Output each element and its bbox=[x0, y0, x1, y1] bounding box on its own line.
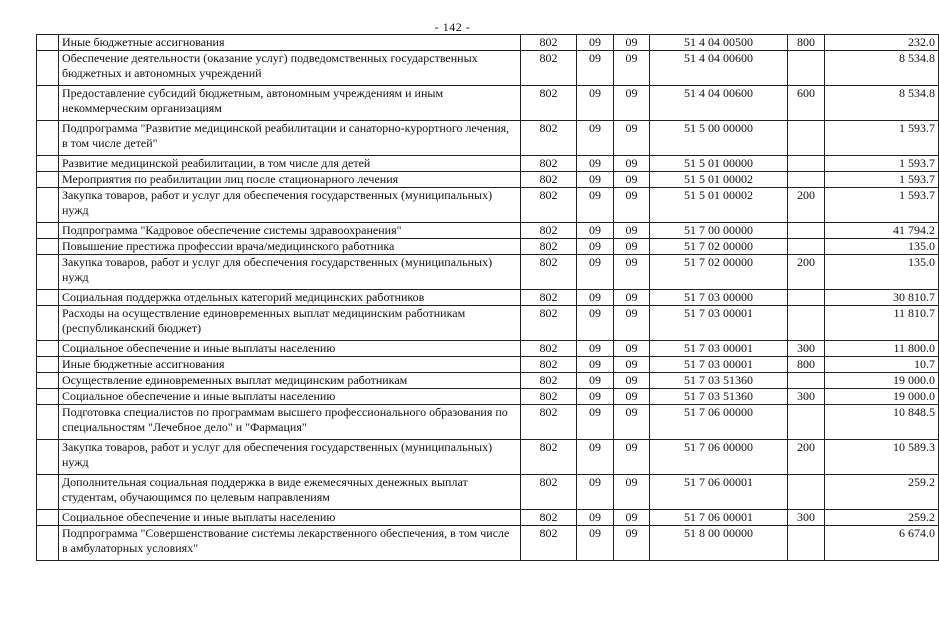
row-target-code: 51 4 04 00600 bbox=[650, 51, 788, 86]
row-target-code: 51 7 00 00000 bbox=[650, 223, 788, 239]
row-ministry-code: 802 bbox=[521, 51, 577, 86]
row-expense-type: 200 bbox=[788, 255, 825, 290]
table-row bbox=[37, 239, 939, 255]
row-subsection-code: 09 bbox=[614, 357, 650, 373]
row-target-code: 51 8 00 00000 bbox=[650, 526, 788, 561]
row-margin-cell bbox=[37, 35, 59, 51]
row-ministry-code: 802 bbox=[521, 156, 577, 172]
row-expense-type: 300 bbox=[788, 510, 825, 526]
table-row bbox=[37, 172, 939, 188]
row-margin-cell bbox=[37, 86, 59, 121]
row-amount: 8 534.8 bbox=[825, 51, 939, 86]
table-row bbox=[37, 255, 939, 290]
row-ministry-code: 802 bbox=[521, 35, 577, 51]
row-section-code: 09 bbox=[577, 341, 614, 357]
row-margin-cell bbox=[37, 188, 59, 223]
row-section-code: 09 bbox=[577, 440, 614, 475]
row-subsection-code: 09 bbox=[614, 440, 650, 475]
row-target-code: 51 5 01 00002 bbox=[650, 172, 788, 188]
row-expense-type bbox=[788, 475, 825, 510]
row-name: Подпрограмма "Развитие медицинской реабилитации и санаторно-курортного лечения, в том числе детей" bbox=[59, 121, 521, 156]
row-section-code: 09 bbox=[577, 255, 614, 290]
row-amount: 1 593.7 bbox=[825, 121, 939, 156]
row-ministry-code: 802 bbox=[521, 357, 577, 373]
row-expense-type bbox=[788, 526, 825, 561]
row-name: Социальное обеспечение и иные выплаты населению bbox=[59, 510, 521, 526]
row-section-code: 09 bbox=[577, 389, 614, 405]
table-row bbox=[37, 223, 939, 239]
row-name: Иные бюджетные ассигнования bbox=[59, 357, 521, 373]
row-subsection-code: 09 bbox=[614, 306, 650, 341]
row-amount: 1 593.7 bbox=[825, 188, 939, 223]
row-target-code: 51 7 06 00001 bbox=[650, 510, 788, 526]
row-name: Мероприятия по реабилитации лиц после стационарного лечения bbox=[59, 172, 521, 188]
row-ministry-code: 802 bbox=[521, 306, 577, 341]
row-ministry-code: 802 bbox=[521, 188, 577, 223]
row-target-code: 51 5 01 00002 bbox=[650, 188, 788, 223]
row-subsection-code: 09 bbox=[614, 526, 650, 561]
row-name: Расходы на осуществление единовременных выплат медицинским работникам (республиканский бюджет) bbox=[59, 306, 521, 341]
row-target-code: 51 7 03 00001 bbox=[650, 357, 788, 373]
row-subsection-code: 09 bbox=[614, 389, 650, 405]
row-expense-type: 800 bbox=[788, 35, 825, 51]
row-expense-type: 600 bbox=[788, 86, 825, 121]
table-row bbox=[37, 121, 939, 156]
row-margin-cell bbox=[37, 357, 59, 373]
row-subsection-code: 09 bbox=[614, 405, 650, 440]
row-margin-cell bbox=[37, 510, 59, 526]
row-name: Повышение престижа профессии врача/медицинского работника bbox=[59, 239, 521, 255]
row-section-code: 09 bbox=[577, 51, 614, 86]
row-amount: 10 589.3 bbox=[825, 440, 939, 475]
row-name: Подпрограмма "Кадровое обеспечение системы здравоохранения" bbox=[59, 223, 521, 239]
row-ministry-code: 802 bbox=[521, 389, 577, 405]
row-subsection-code: 09 bbox=[614, 510, 650, 526]
table-row bbox=[37, 357, 939, 373]
row-margin-cell bbox=[37, 223, 59, 239]
row-section-code: 09 bbox=[577, 223, 614, 239]
row-ministry-code: 802 bbox=[521, 121, 577, 156]
row-name: Закупка товаров, работ и услуг для обеспечения государственных (муниципальных) нужд bbox=[59, 255, 521, 290]
table-row bbox=[37, 188, 939, 223]
row-name: Предоставление субсидий бюджетным, автономным учреждениям и иным некоммерческим организациям bbox=[59, 86, 521, 121]
row-ministry-code: 802 bbox=[521, 255, 577, 290]
row-subsection-code: 09 bbox=[614, 35, 650, 51]
row-target-code: 51 4 04 00600 bbox=[650, 86, 788, 121]
row-section-code: 09 bbox=[577, 86, 614, 121]
row-amount: 10 848.5 bbox=[825, 405, 939, 440]
row-amount: 10.7 bbox=[825, 357, 939, 373]
row-margin-cell bbox=[37, 255, 59, 290]
row-amount: 19 000.0 bbox=[825, 389, 939, 405]
row-expense-type: 800 bbox=[788, 357, 825, 373]
row-section-code: 09 bbox=[577, 156, 614, 172]
table-row bbox=[37, 35, 939, 51]
row-target-code: 51 7 03 00000 bbox=[650, 290, 788, 306]
row-name: Закупка товаров, работ и услуг для обеспечения государственных (муниципальных) нужд bbox=[59, 188, 521, 223]
row-ministry-code: 802 bbox=[521, 510, 577, 526]
row-section-code: 09 bbox=[577, 510, 614, 526]
row-amount: 6 674.0 bbox=[825, 526, 939, 561]
row-expense-type: 300 bbox=[788, 341, 825, 357]
row-expense-type: 200 bbox=[788, 188, 825, 223]
row-subsection-code: 09 bbox=[614, 86, 650, 121]
row-subsection-code: 09 bbox=[614, 156, 650, 172]
table-row bbox=[37, 510, 939, 526]
row-margin-cell bbox=[37, 475, 59, 510]
row-target-code: 51 7 03 51360 bbox=[650, 373, 788, 389]
row-margin-cell bbox=[37, 440, 59, 475]
row-target-code: 51 4 04 00500 bbox=[650, 35, 788, 51]
row-margin-cell bbox=[37, 290, 59, 306]
row-section-code: 09 bbox=[577, 239, 614, 255]
row-target-code: 51 7 02 00000 bbox=[650, 255, 788, 290]
row-subsection-code: 09 bbox=[614, 223, 650, 239]
row-name: Подпрограмма "Совершенствование системы лекарственного обеспечения, в том числе в амбулаторных условиях" bbox=[59, 526, 521, 561]
row-name: Социальная поддержка отдельных категорий медицинских работников bbox=[59, 290, 521, 306]
row-ministry-code: 802 bbox=[521, 440, 577, 475]
row-amount: 41 794.2 bbox=[825, 223, 939, 239]
row-name: Обеспечение деятельности (оказание услуг) подведомственных государственных бюджетных и автономных учреждений bbox=[59, 51, 521, 86]
row-expense-type bbox=[788, 290, 825, 306]
row-margin-cell bbox=[37, 389, 59, 405]
row-amount: 8 534.8 bbox=[825, 86, 939, 121]
table-row bbox=[37, 290, 939, 306]
row-section-code: 09 bbox=[577, 475, 614, 510]
row-margin-cell bbox=[37, 51, 59, 86]
row-margin-cell bbox=[37, 172, 59, 188]
row-expense-type: 200 bbox=[788, 440, 825, 475]
row-expense-type bbox=[788, 51, 825, 86]
row-section-code: 09 bbox=[577, 172, 614, 188]
row-section-code: 09 bbox=[577, 526, 614, 561]
table-row bbox=[37, 306, 939, 341]
page-number: - 142 - bbox=[434, 20, 471, 34]
row-subsection-code: 09 bbox=[614, 341, 650, 357]
row-subsection-code: 09 bbox=[614, 373, 650, 389]
row-amount: 135.0 bbox=[825, 255, 939, 290]
row-ministry-code: 802 bbox=[521, 86, 577, 121]
row-ministry-code: 802 bbox=[521, 290, 577, 306]
row-name: Подготовка специалистов по программам высшего профессионального образования по специальностям "Лечебное дело" и "Фармация" bbox=[59, 405, 521, 440]
row-margin-cell bbox=[37, 373, 59, 389]
row-ministry-code: 802 bbox=[521, 373, 577, 389]
row-subsection-code: 09 bbox=[614, 188, 650, 223]
row-margin-cell bbox=[37, 405, 59, 440]
row-amount: 11 800.0 bbox=[825, 341, 939, 357]
table-row bbox=[37, 405, 939, 440]
row-target-code: 51 5 00 00000 bbox=[650, 121, 788, 156]
row-section-code: 09 bbox=[577, 35, 614, 51]
row-margin-cell bbox=[37, 306, 59, 341]
row-amount: 259.2 bbox=[825, 510, 939, 526]
row-amount: 1 593.7 bbox=[825, 156, 939, 172]
table-row bbox=[37, 156, 939, 172]
row-target-code: 51 7 06 00001 bbox=[650, 475, 788, 510]
table-row bbox=[37, 51, 939, 86]
row-ministry-code: 802 bbox=[521, 341, 577, 357]
row-expense-type bbox=[788, 239, 825, 255]
row-section-code: 09 bbox=[577, 188, 614, 223]
row-ministry-code: 802 bbox=[521, 223, 577, 239]
table-row bbox=[37, 341, 939, 357]
table-row bbox=[37, 86, 939, 121]
row-expense-type bbox=[788, 306, 825, 341]
row-ministry-code: 802 bbox=[521, 526, 577, 561]
row-subsection-code: 09 bbox=[614, 255, 650, 290]
row-margin-cell bbox=[37, 239, 59, 255]
row-margin-cell bbox=[37, 526, 59, 561]
row-section-code: 09 bbox=[577, 373, 614, 389]
row-section-code: 09 bbox=[577, 405, 614, 440]
row-margin-cell bbox=[37, 121, 59, 156]
row-expense-type: 300 bbox=[788, 389, 825, 405]
row-target-code: 51 7 06 00000 bbox=[650, 405, 788, 440]
row-amount: 1 593.7 bbox=[825, 172, 939, 188]
row-subsection-code: 09 bbox=[614, 51, 650, 86]
table-row bbox=[37, 475, 939, 510]
row-expense-type bbox=[788, 373, 825, 389]
row-section-code: 09 bbox=[577, 121, 614, 156]
row-amount: 30 810.7 bbox=[825, 290, 939, 306]
row-subsection-code: 09 bbox=[614, 172, 650, 188]
row-target-code: 51 7 03 51360 bbox=[650, 389, 788, 405]
row-target-code: 51 7 03 00001 bbox=[650, 341, 788, 357]
row-subsection-code: 09 bbox=[614, 475, 650, 510]
row-section-code: 09 bbox=[577, 290, 614, 306]
row-name: Иные бюджетные ассигнования bbox=[59, 35, 521, 51]
row-expense-type bbox=[788, 156, 825, 172]
row-name: Социальное обеспечение и иные выплаты населению bbox=[59, 389, 521, 405]
row-target-code: 51 7 02 00000 bbox=[650, 239, 788, 255]
row-name: Закупка товаров, работ и услуг для обеспечения государственных (муниципальных) нужд bbox=[59, 440, 521, 475]
row-subsection-code: 09 bbox=[614, 121, 650, 156]
row-amount: 11 810.7 bbox=[825, 306, 939, 341]
row-expense-type bbox=[788, 121, 825, 156]
row-target-code: 51 7 06 00000 bbox=[650, 440, 788, 475]
table-row bbox=[37, 389, 939, 405]
row-ministry-code: 802 bbox=[521, 475, 577, 510]
row-expense-type bbox=[788, 172, 825, 188]
row-section-code: 09 bbox=[577, 357, 614, 373]
table-row bbox=[37, 373, 939, 389]
row-section-code: 09 bbox=[577, 306, 614, 341]
row-margin-cell bbox=[37, 156, 59, 172]
row-amount: 259.2 bbox=[825, 475, 939, 510]
table-row bbox=[37, 526, 939, 561]
row-expense-type bbox=[788, 223, 825, 239]
budget-table bbox=[36, 34, 939, 561]
row-name: Развитие медицинской реабилитации, в том числе для детей bbox=[59, 156, 521, 172]
row-name: Осуществление единовременных выплат медицинским работникам bbox=[59, 373, 521, 389]
row-subsection-code: 09 bbox=[614, 290, 650, 306]
row-subsection-code: 09 bbox=[614, 239, 650, 255]
row-amount: 232.0 bbox=[825, 35, 939, 51]
row-expense-type bbox=[788, 405, 825, 440]
row-ministry-code: 802 bbox=[521, 172, 577, 188]
row-name: Дополнительная социальная поддержка в виде ежемесячных денежных выплат студентам, обучающимся по целевым направлениям bbox=[59, 475, 521, 510]
row-ministry-code: 802 bbox=[521, 239, 577, 255]
row-ministry-code: 802 bbox=[521, 405, 577, 440]
row-target-code: 51 5 01 00000 bbox=[650, 156, 788, 172]
table-row bbox=[37, 440, 939, 475]
row-target-code: 51 7 03 00001 bbox=[650, 306, 788, 341]
row-margin-cell bbox=[37, 341, 59, 357]
row-amount: 19 000.0 bbox=[825, 373, 939, 389]
row-amount: 135.0 bbox=[825, 239, 939, 255]
row-name: Социальное обеспечение и иные выплаты населению bbox=[59, 341, 521, 357]
